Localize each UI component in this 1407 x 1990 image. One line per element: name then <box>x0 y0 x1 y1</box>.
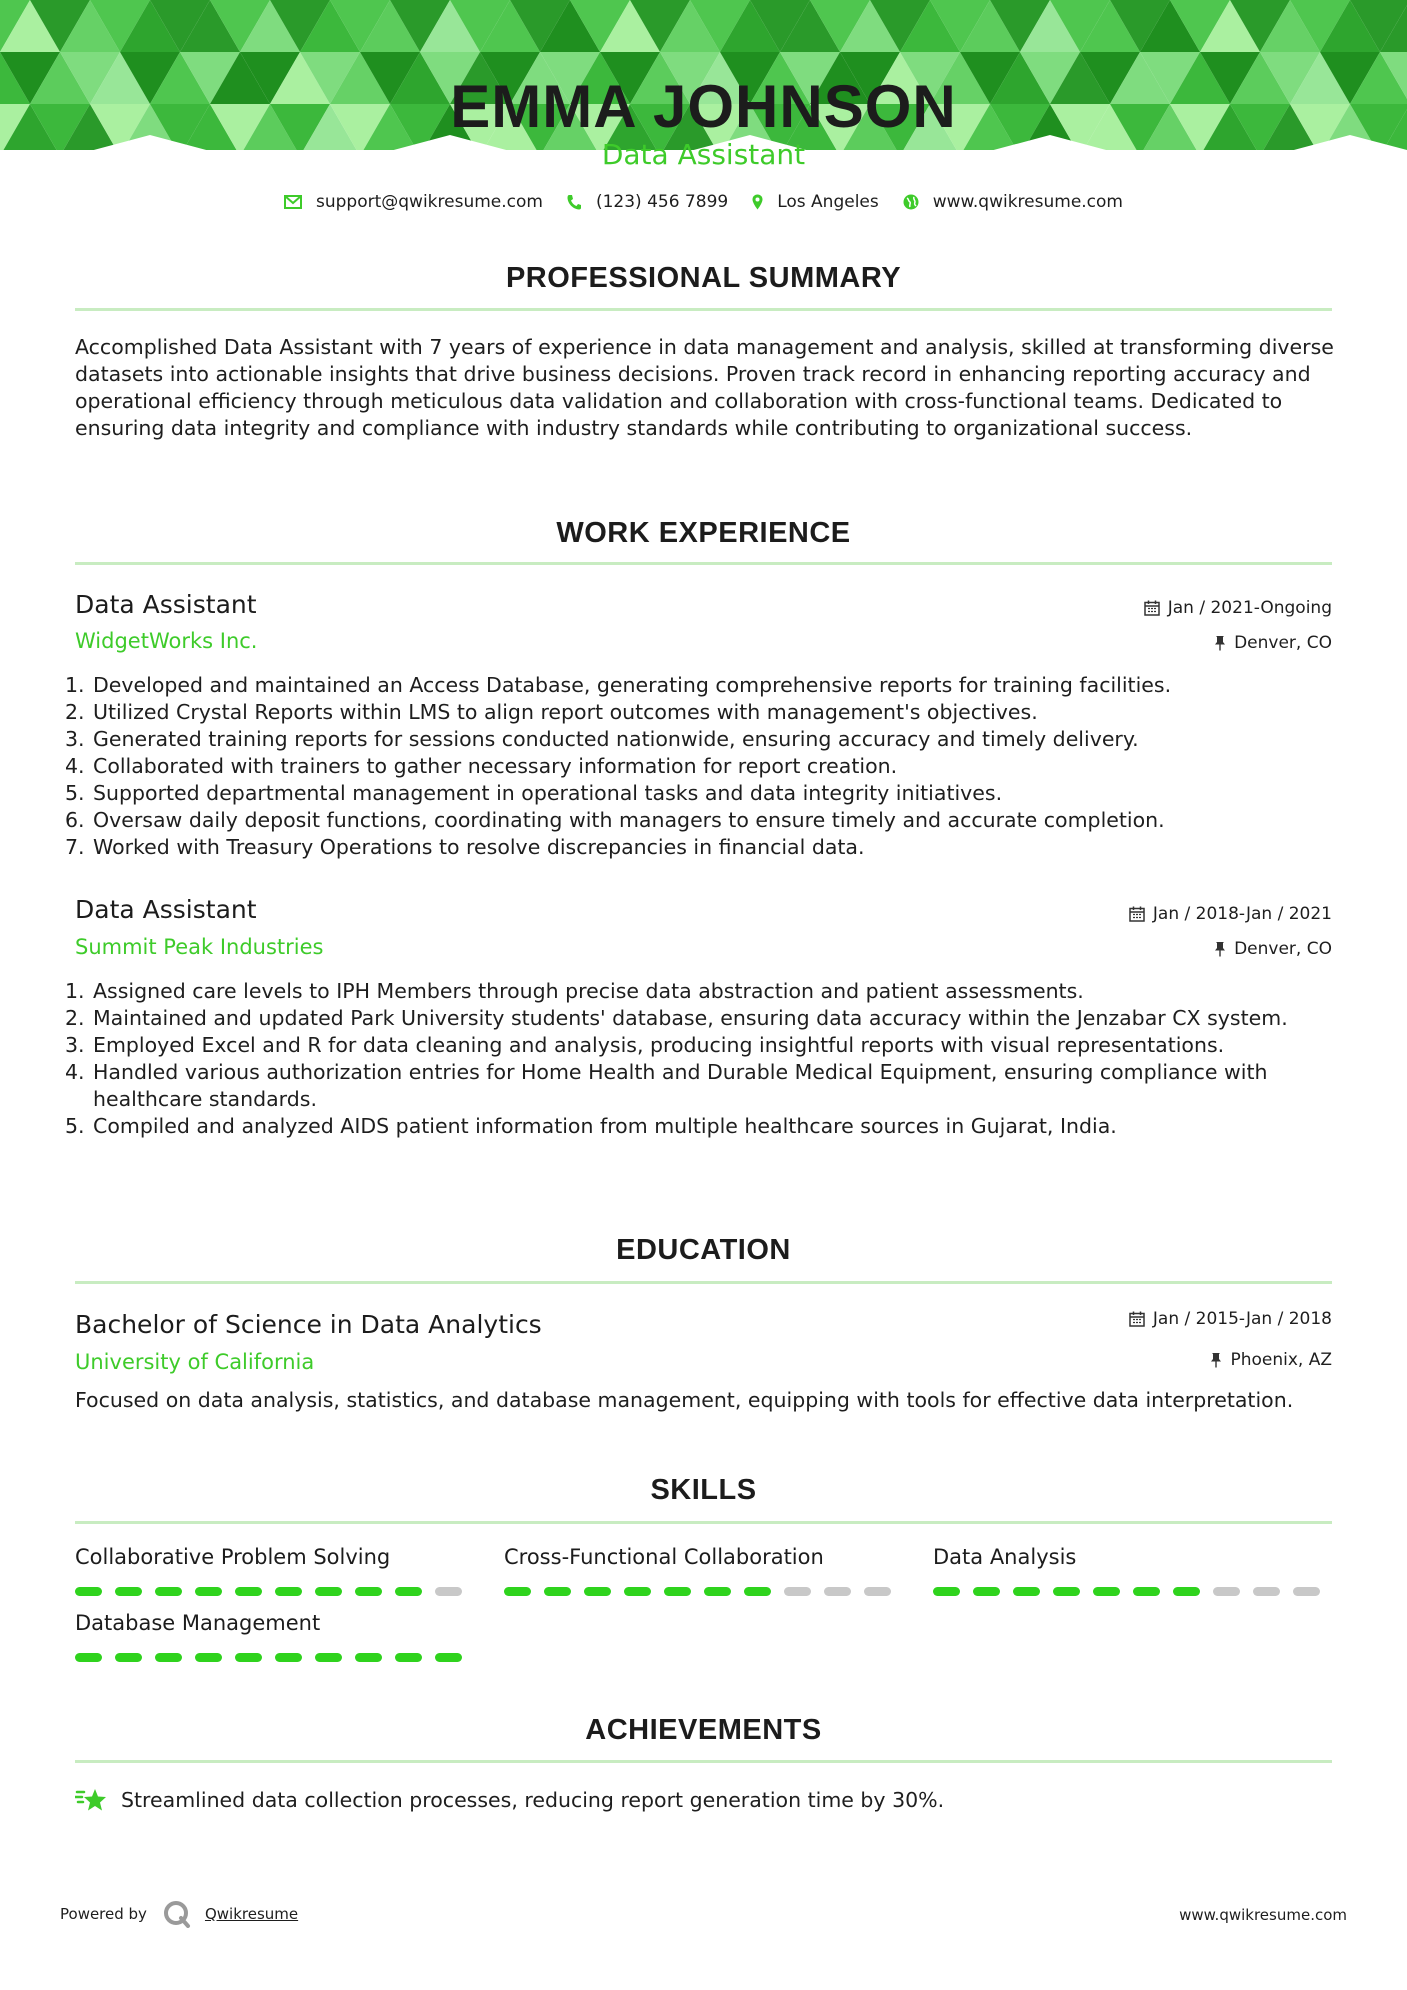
skill-level-segment <box>824 1587 851 1596</box>
job-company: WidgetWorks Inc. <box>75 629 258 653</box>
list-item: 2. Utilized Crystal Reports within LMS to align report outcomes with management's objectives. <box>65 700 1038 724</box>
skill-level-segment <box>315 1587 342 1596</box>
skill-level-segment <box>784 1587 811 1596</box>
skill-level-segment <box>1293 1587 1320 1596</box>
skill-item <box>75 1611 475 1662</box>
list-item: 4. Handled various authorization entries for Home Health and Durable Medical Equipment, ensuring compliance with healthcare standards. <box>65 1060 1268 1111</box>
skill-level-segment <box>1253 1587 1280 1596</box>
skills-heading: SKILLS <box>650 1474 757 1506</box>
list-item: 6. Oversaw daily deposit functions, coordinating with managers to ensure timely and accurate completion. <box>65 808 1165 832</box>
summary-divider <box>75 308 1332 311</box>
skill-name: Data Analysis <box>933 1545 1077 1569</box>
education-divider <box>75 1281 1332 1284</box>
star-icon <box>75 1786 109 1814</box>
skill-level-segment <box>275 1587 302 1596</box>
powered-by-label: Powered by <box>60 1905 147 1923</box>
candidate-role: Data Assistant <box>601 138 806 171</box>
skill-level-segment <box>435 1587 462 1596</box>
summary-heading: PROFESSIONAL SUMMARY <box>505 262 902 294</box>
skill-level-segment <box>864 1587 891 1596</box>
contact-bar <box>0 192 1407 212</box>
skill-item <box>504 1545 904 1596</box>
phone-icon <box>567 194 582 210</box>
skill-level-segment <box>395 1653 422 1662</box>
skill-level-segment <box>1213 1587 1240 1596</box>
skill-level-segment <box>664 1587 691 1596</box>
pushpin-icon <box>1210 1352 1222 1368</box>
skill-level-segment <box>973 1587 1000 1596</box>
education-location <box>1210 1350 1332 1370</box>
list-item: 2. Maintained and updated Park University students' database, ensuring data accuracy within the Jenzabar CX system. <box>65 1006 1288 1030</box>
skill-level-segment <box>75 1653 102 1662</box>
list-item: 4. Collaborated with trainers to gather necessary information for report creation. <box>65 754 898 778</box>
skill-level-segment <box>1053 1587 1080 1596</box>
summary-text: Accomplished Data Assistant with 7 years of experience in data management and analysis, skilled at transforming diverse datasets into actionable insights that drive business decisions. Proven track record in enhancing reporting accuracy and operational efficiency through meticulous data validation and collaboration with cross-functional teams. Dedicated to ensuring data integrity and compliance with industry standards while contributing to organizational success. <box>75 335 1334 440</box>
list-item: 3. Employed Excel and R for data cleaning and analysis, producing insightful reports with visual representations. <box>65 1033 1225 1057</box>
phone-text: (123) 456 7899 <box>595 192 729 212</box>
list-item: 1. Assigned care levels to IPH Members through precise data abstraction and patient assessments. <box>65 979 1084 1003</box>
qwikresume-link[interactable]: Qwikresume <box>204 1905 299 1923</box>
job-title: Data Assistant <box>75 895 257 924</box>
skill-level-segment <box>395 1587 422 1596</box>
degree-title: Bachelor of Science in Data Analytics <box>75 1310 542 1339</box>
education-description: Focused on data analysis, statistics, and database management, equipping with tools for effective data interpretation. <box>75 1388 1294 1412</box>
skill-level-segment <box>624 1587 651 1596</box>
skill-level-segment <box>275 1653 302 1662</box>
contact-location <box>752 192 879 212</box>
skill-level-segment <box>155 1653 182 1662</box>
skill-item <box>933 1545 1333 1596</box>
skill-level-segment <box>195 1653 222 1662</box>
experience-divider <box>75 562 1332 565</box>
list-item: 7. Worked with Treasury Operations to resolve discrepancies in financial data. <box>65 835 865 859</box>
job-dates <box>1129 904 1332 924</box>
list-item: 5. Supported departmental management in operational tasks and data integrity initiatives. <box>65 781 1003 805</box>
education-dates <box>1129 1309 1332 1329</box>
footer-website[interactable]: www.qwikresume.com <box>1179 1906 1347 1924</box>
website-text: www.qwikresume.com <box>932 192 1123 212</box>
location-text: Los Angeles <box>777 192 879 212</box>
experience-heading: WORK EXPERIENCE <box>556 517 851 549</box>
list-item: 5. Compiled and analyzed AIDS patient information from multiple healthcare sources in Gujarat, India. <box>65 1114 1117 1138</box>
skill-level-segment <box>1013 1587 1040 1596</box>
skill-item <box>75 1545 475 1596</box>
pushpin-icon <box>1214 635 1226 651</box>
email-text: support@qwikresume.com <box>316 192 543 212</box>
skill-level-segment <box>544 1587 571 1596</box>
list-item: 3. Generated training reports for sessions conducted nationwide, ensuring accuracy and timely delivery. <box>65 727 1139 751</box>
skill-level-segment <box>1133 1587 1160 1596</box>
skill-level-meter <box>933 1587 1333 1596</box>
skill-name: Cross-Functional Collaboration <box>504 1545 824 1569</box>
skill-level-segment <box>435 1653 462 1662</box>
school-name: University of California <box>75 1350 315 1374</box>
education-dates-text: Jan / 2015-Jan / 2018 <box>1152 1309 1332 1329</box>
achievement-item <box>75 1786 944 1814</box>
job-location-text: Denver, CO <box>1234 939 1332 959</box>
achievements-divider <box>75 1760 1332 1763</box>
calendar-icon <box>1129 906 1145 922</box>
job-location <box>1214 633 1332 653</box>
job-location-text: Denver, CO <box>1234 633 1332 653</box>
skill-level-segment <box>235 1653 262 1662</box>
achievements-heading: ACHIEVEMENTS <box>585 1714 822 1746</box>
job-dates-text: Jan / 2018-Jan / 2021 <box>1152 904 1332 924</box>
skill-level-segment <box>704 1587 731 1596</box>
pushpin-icon <box>1214 941 1226 957</box>
skill-level-meter <box>75 1653 475 1662</box>
education-location-text: Phoenix, AZ <box>1230 1350 1332 1370</box>
skill-level-segment <box>115 1653 142 1662</box>
skill-name: Database Management <box>75 1611 321 1635</box>
education-heading: EDUCATION <box>616 1234 791 1266</box>
calendar-icon <box>1144 600 1160 616</box>
achievement-text: Streamlined data collection processes, reducing report generation time by 30%. <box>121 1788 945 1812</box>
contact-email[interactable] <box>284 192 543 212</box>
job-company: Summit Peak Industries <box>75 935 324 959</box>
skill-level-segment <box>744 1587 771 1596</box>
list-item: 1. Developed and maintained an Access Database, generating comprehensive reports for training facilities. <box>65 673 1172 697</box>
job-bullets <box>65 672 1340 861</box>
skill-level-segment <box>155 1587 182 1596</box>
skill-level-segment <box>235 1587 262 1596</box>
footer-powered <box>60 1900 298 1928</box>
globe-icon <box>903 194 919 210</box>
skill-level-segment <box>1173 1587 1200 1596</box>
skill-level-segment <box>315 1653 342 1662</box>
job-title: Data Assistant <box>75 590 257 619</box>
contact-website[interactable] <box>903 192 1123 212</box>
job-dates-text: Jan / 2021-Ongoing <box>1167 598 1332 618</box>
skill-level-segment <box>195 1587 222 1596</box>
skill-level-segment <box>584 1587 611 1596</box>
skill-level-segment <box>115 1587 142 1596</box>
skill-level-segment <box>933 1587 960 1596</box>
job-bullets <box>65 978 1340 1140</box>
skills-divider <box>75 1521 1332 1524</box>
qwikresume-logo-icon <box>163 1900 191 1928</box>
skill-level-segment <box>355 1653 382 1662</box>
job-location <box>1214 939 1332 959</box>
candidate-name: EMMA JOHNSON <box>450 73 957 140</box>
skill-level-meter <box>75 1587 475 1596</box>
skill-level-segment <box>75 1587 102 1596</box>
calendar-icon <box>1129 1311 1145 1327</box>
skill-level-segment <box>355 1587 382 1596</box>
job-dates <box>1144 598 1332 618</box>
envelope-icon <box>284 195 302 209</box>
skill-level-segment <box>504 1587 531 1596</box>
skill-name: Collaborative Problem Solving <box>75 1545 391 1569</box>
map-pin-icon <box>752 194 763 210</box>
skill-level-segment <box>1093 1587 1120 1596</box>
contact-phone[interactable] <box>567 192 728 212</box>
skill-level-meter <box>504 1587 904 1596</box>
